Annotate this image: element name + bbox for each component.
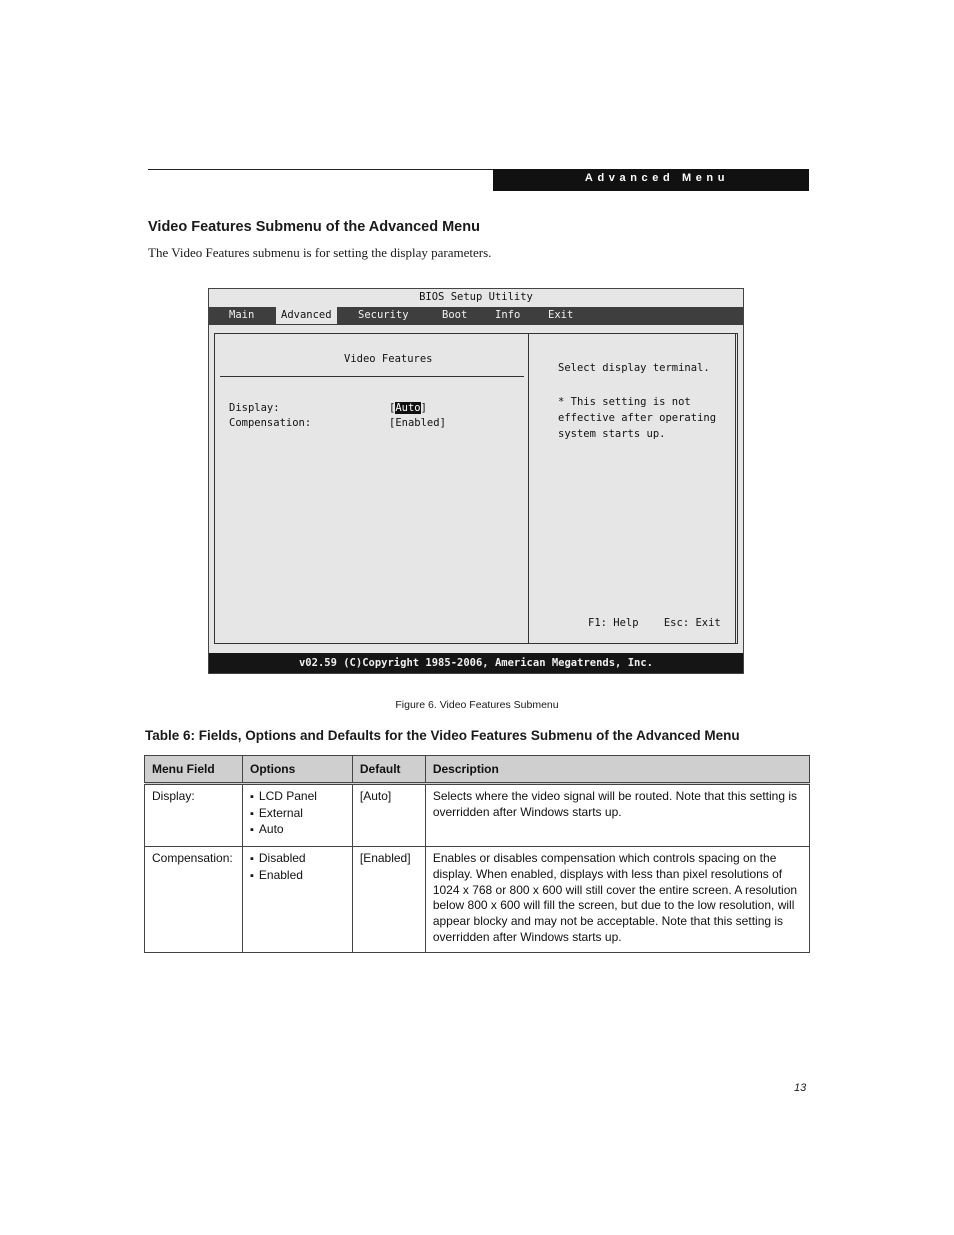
bios-title: BIOS Setup Utility <box>419 291 533 303</box>
menu-item-info[interactable]: Info <box>495 309 521 321</box>
help-panel-edge <box>735 334 736 643</box>
header-description: Description <box>425 756 809 784</box>
menu-item-main[interactable]: Main <box>229 309 255 321</box>
bios-screenshot <box>208 288 744 674</box>
cell-default: [Enabled] <box>352 847 425 953</box>
option-item: ▪ Auto <box>250 822 345 839</box>
header-default: Default <box>352 756 425 784</box>
panel-divider <box>528 334 529 643</box>
cell-field: Display: <box>145 784 243 847</box>
header-menu-field: Menu Field <box>145 756 243 784</box>
section-tab: Advanced Menu <box>493 169 809 191</box>
panel-title-rule <box>220 376 524 377</box>
option-item: ▪ External <box>250 806 345 823</box>
table-header-row <box>145 756 810 784</box>
cell-options <box>242 784 352 847</box>
table-row <box>145 784 810 847</box>
bios-footer: v02.59 (C)Copyright 1985-2006, American Megatrends, Inc. <box>209 653 743 673</box>
options-table <box>144 755 810 953</box>
cell-description: Enables or disables compensation which controls spacing on the display. When enabled, displays with less than pixel resolutions of 1024 x 768 or 800 x 600 will still cover the entire screen. A resolution below 800 x 600 will fill the screen, but due to the low resolution, will appear blocky and may not be acceptable. Note that this setting is overridden after Windows starts up. <box>425 847 809 953</box>
cell-options <box>242 847 352 953</box>
field-value-compensation[interactable]: [Enabled] <box>389 417 446 429</box>
menu-item-boot[interactable]: Boot <box>442 309 468 321</box>
cell-default: [Auto] <box>352 784 425 847</box>
bios-menu-bar <box>209 307 743 325</box>
help-keys: F1: Help Esc: Exit <box>588 617 721 629</box>
cell-field: Compensation: <box>145 847 243 953</box>
option-item: ▪ Disabled <box>250 851 345 868</box>
option-item: ▪ LCD Panel <box>250 789 345 806</box>
section-title: Video Features Submenu of the Advanced Menu <box>148 219 480 235</box>
panel-title: Video Features <box>344 353 433 365</box>
help-note: * This setting is not effective after operating system starts up. <box>558 396 717 440</box>
page-number: 13 <box>794 1082 807 1094</box>
help-text: Select display terminal. <box>558 362 710 374</box>
field-value-display[interactable]: [Auto] <box>389 402 427 414</box>
field-label-compensation: Compensation: <box>229 417 312 429</box>
menu-item-advanced[interactable]: Advanced <box>276 307 337 324</box>
figure-caption: Figure 6. Video Features Submenu <box>395 699 559 711</box>
field-label-display: Display: <box>229 402 280 414</box>
cell-description: Selects where the video signal will be routed. Note that this setting is overridden after Windows starts up. <box>425 784 809 847</box>
menu-item-exit[interactable]: Exit <box>548 309 574 321</box>
selected-value[interactable]: Auto <box>395 402 421 414</box>
table-title: Table 6: Fields, Options and Defaults for the Video Features Submenu of the Advanced Menu <box>145 728 740 743</box>
option-item: ▪ Enabled <box>250 868 345 885</box>
menu-item-security[interactable]: Security <box>358 309 409 321</box>
bios-panel-frame <box>214 333 738 644</box>
header-options: Options <box>242 756 352 784</box>
table-row <box>145 847 810 953</box>
intro-paragraph: The Video Features submenu is for setting the display parameters. <box>148 245 492 260</box>
header-rule <box>148 169 493 170</box>
